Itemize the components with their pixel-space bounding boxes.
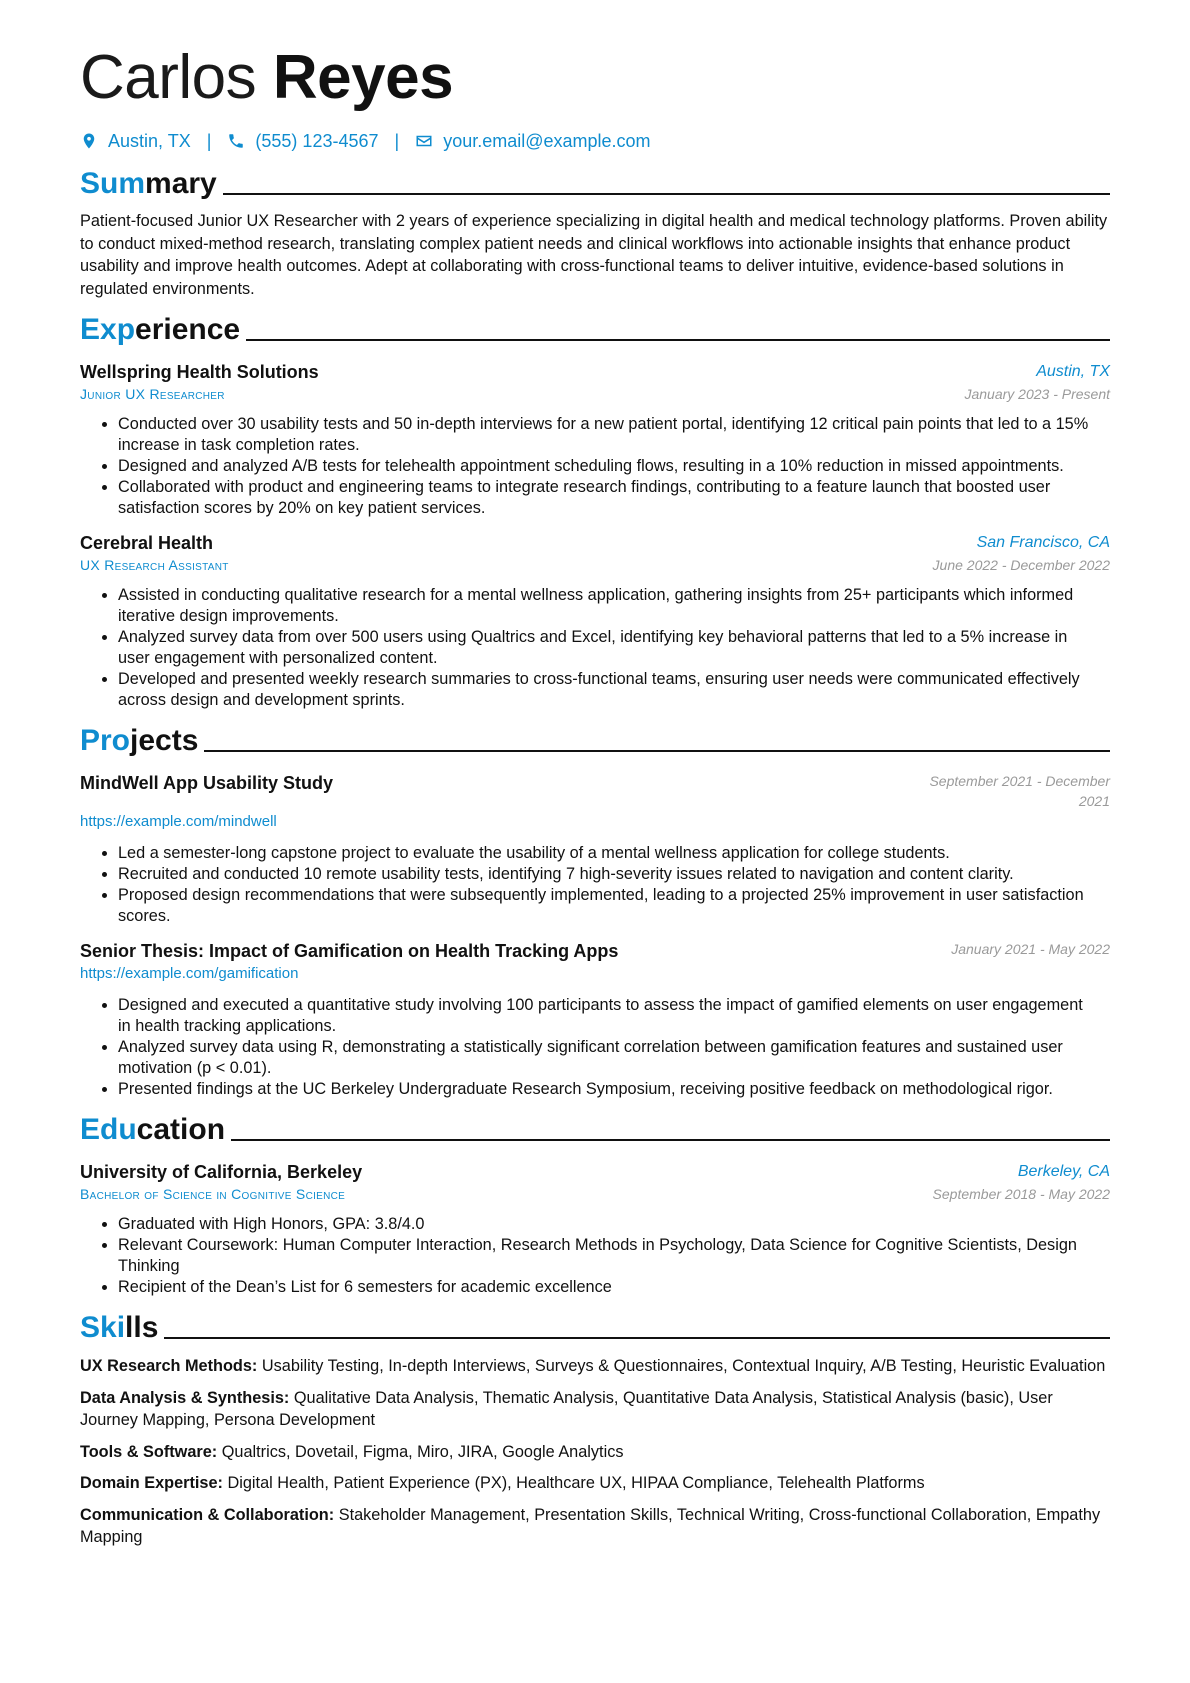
skill-row — [80, 1504, 1110, 1549]
email-link: your.email@example.com — [443, 130, 651, 151]
experience-entry — [80, 360, 1110, 519]
job-location: San Francisco, CA — [976, 534, 1110, 551]
section-title-accent: Edu — [80, 1113, 137, 1146]
envelope-icon — [415, 132, 433, 150]
location-text: Austin, TX — [108, 130, 191, 151]
bullet-item: • Recipient of the Dean’s List for 6 semesters for academic excellence — [118, 1277, 1110, 1298]
section-title — [80, 312, 240, 348]
section-rule — [164, 1337, 1110, 1339]
project-link[interactable]: https://example.com/mindwell — [80, 813, 277, 830]
job-bullets — [80, 414, 1110, 519]
skills-heading — [80, 1306, 1110, 1346]
skill-row — [80, 1355, 1110, 1378]
summary-heading — [80, 162, 1110, 202]
skill-row — [80, 1472, 1110, 1495]
project-dates: September 2021 - December 2021 — [929, 773, 1110, 809]
job-location: Austin, TX — [1036, 363, 1110, 380]
experience-heading — [80, 308, 1110, 348]
phone-icon — [227, 132, 245, 150]
bullet-item: • Presented findings at the UC Berkeley Undergraduate Research Symposium, receiving positive feedback on methodological rigor. — [118, 1079, 1110, 1100]
section-rule — [204, 750, 1110, 752]
skill-label: Domain Expertise: — [80, 1474, 223, 1492]
bullet-item: • Assisted in conducting qualitative research for a mental wellness application, gathering insights from 25+ participants which informed iterative design improvements. — [118, 585, 1110, 627]
bullet-item: • Recruited and conducted 10 remote usability tests, identifying 7 high-severity issues related to navigation and content clarity. — [118, 864, 1110, 885]
summary-text: Patient-focused Junior UX Researcher with 2 years of experience specializing in digital health and medical technology platforms. Proven ability to conduct mixed-method research, translating complex patient needs and clinical workflows into actionable insights that enhance product usability and improve health outcomes. Adept at collaborating with cross-functional teams to deliver intuitive, evidence-based solutions in regulated environments. — [80, 212, 1108, 298]
contact-location — [80, 131, 191, 152]
section-title — [80, 1112, 225, 1148]
project-title: MindWell App Usability Study — [80, 773, 334, 793]
company-name: Cerebral Health — [80, 533, 214, 553]
bullet-item: • Analyzed survey data from over 500 users using Qualtrics and Excel, identifying key behavioral patterns that led to a 5% increase in user engagement with personalized content. — [118, 627, 1110, 669]
skill-label: Tools & Software: — [80, 1442, 218, 1461]
last-name: Reyes — [272, 43, 454, 112]
job-role: UX Research Assistant — [80, 557, 229, 573]
section-title-rest: lls — [125, 1311, 159, 1344]
skill-row — [80, 1387, 1110, 1432]
section-rule — [231, 1139, 1110, 1141]
bullet-item: • Analyzed survey data using R, demonstrating a statistically significant correlation between gamification features and sustained user motivation (p < 0.01). — [118, 1037, 1110, 1079]
job-bullets — [80, 585, 1110, 711]
project-bullets — [80, 843, 1110, 927]
bullet-item: • Designed and analyzed A/B tests for telehealth appointment scheduling flows, resulting in a 10% reduction in missed appointments. — [118, 456, 1110, 477]
skill-value: Qualitative Data Analysis, Thematic Analysis, Quantitative Data Analysis, Statistical Analysis (basic), User Journey Mapping, Persona Development — [80, 1388, 1053, 1429]
section-title-accent: Ski — [80, 1311, 126, 1344]
contact-email[interactable] — [415, 131, 650, 152]
skill-value: Digital Health, Patient Experience (PX), Healthcare UX, HIPAA Compliance, Telehealth Platforms — [227, 1474, 925, 1492]
project-link[interactable]: https://example.com/gamification — [80, 965, 299, 982]
school-location: Berkeley, CA — [1017, 1163, 1110, 1180]
education-dates: September 2018 - May 2022 — [932, 1186, 1110, 1202]
candidate-name — [80, 40, 1110, 116]
education-bullets — [80, 1214, 1110, 1298]
section-title-accent: Sum — [80, 167, 146, 200]
skill-value: Stakeholder Management, Presentation Skills, Technical Writing, Cross-functional Collaboration, Empathy Mapping — [80, 1505, 1101, 1546]
degree: Bachelor of Science in Cognitive Science — [80, 1186, 346, 1202]
section-title-rest: mary — [145, 167, 217, 200]
bullet-item: • Collaborated with product and engineering teams to integrate research findings, contributing to a feature launch that boosted user satisfaction scores by 20% on key patient services. — [118, 477, 1110, 519]
project-entry — [80, 939, 1110, 1100]
contact-separator: | — [394, 130, 400, 151]
education-entry — [80, 1160, 1110, 1298]
project-entry — [80, 771, 1110, 927]
contact-separator: | — [206, 130, 212, 151]
first-name: Carlos — [80, 43, 257, 112]
job-role: Junior UX Researcher — [80, 386, 225, 402]
contact-phone[interactable] — [227, 131, 378, 152]
section-title — [80, 1310, 158, 1346]
skill-value: Qualtrics, Dovetail, Figma, Miro, JIRA, Google Analytics — [221, 1442, 624, 1461]
bullet-item: • Proposed design recommendations that were subsequently implemented, leading to a projected 25% improvement in user satisfaction scores. — [118, 885, 1110, 927]
section-title-rest: erience — [135, 313, 241, 346]
skill-value: Usability Testing, In-depth Interviews, Surveys & Questionnaires, Contextual Inquiry, A/B Testing, Heuristic Evaluation — [261, 1357, 1106, 1375]
project-bullets — [80, 995, 1110, 1100]
projects-heading — [80, 719, 1110, 759]
job-dates: January 2023 - Present — [964, 386, 1110, 402]
map-marker-icon — [80, 132, 98, 150]
project-title: Senior Thesis: Impact of Gamification on Health Tracking Apps — [80, 941, 619, 961]
bullet-item: • Conducted over 30 usability tests and 50 in-depth interviews for a new patient portal, identifying 12 critical pain points that led to a 15% increase in task completion rates. — [118, 414, 1110, 456]
phone-text: (555) 123-4567 — [255, 130, 379, 151]
bullet-item: • Relevant Coursework: Human Computer Interaction, Research Methods in Psychology, Data Science for Cognitive Scientists, Design Thinking — [118, 1235, 1110, 1277]
education-heading — [80, 1108, 1110, 1148]
section-title — [80, 723, 198, 759]
section-rule — [223, 193, 1110, 195]
job-dates: June 2022 - December 2022 — [932, 557, 1110, 573]
school-name: University of California, Berkeley — [80, 1162, 363, 1182]
skill-label: Data Analysis & Synthesis: — [80, 1388, 290, 1407]
skill-label: UX Research Methods: — [80, 1357, 258, 1375]
company-name: Wellspring Health Solutions — [80, 362, 319, 382]
section-title-rest: jects — [130, 724, 199, 757]
bullet-item: • Developed and presented weekly research summaries to cross-functional teams, ensuring user needs were communicated effectively across design and development sprints. — [118, 669, 1110, 711]
section-title — [80, 166, 217, 202]
bullet-item: • Led a semester-long capstone project to evaluate the usability of a mental wellness application for college students. — [118, 843, 1110, 864]
project-dates: January 2021 - May 2022 — [951, 941, 1110, 957]
skill-label: Communication & Collaboration: — [80, 1505, 335, 1524]
bullet-item: • Graduated with High Honors, GPA: 3.8/4.0 — [118, 1214, 1110, 1235]
section-title-rest: cation — [136, 1113, 226, 1146]
section-rule — [246, 339, 1110, 341]
skill-row — [80, 1441, 1110, 1464]
bullet-item: • Designed and executed a quantitative study involving 100 participants to assess the impact of gamified elements on user engagement in health tracking applications. — [118, 995, 1110, 1037]
section-title-accent: Exp — [80, 313, 136, 346]
experience-entry — [80, 531, 1110, 711]
section-title-accent: Pro — [80, 724, 131, 757]
contact-bar — [80, 128, 1110, 154]
